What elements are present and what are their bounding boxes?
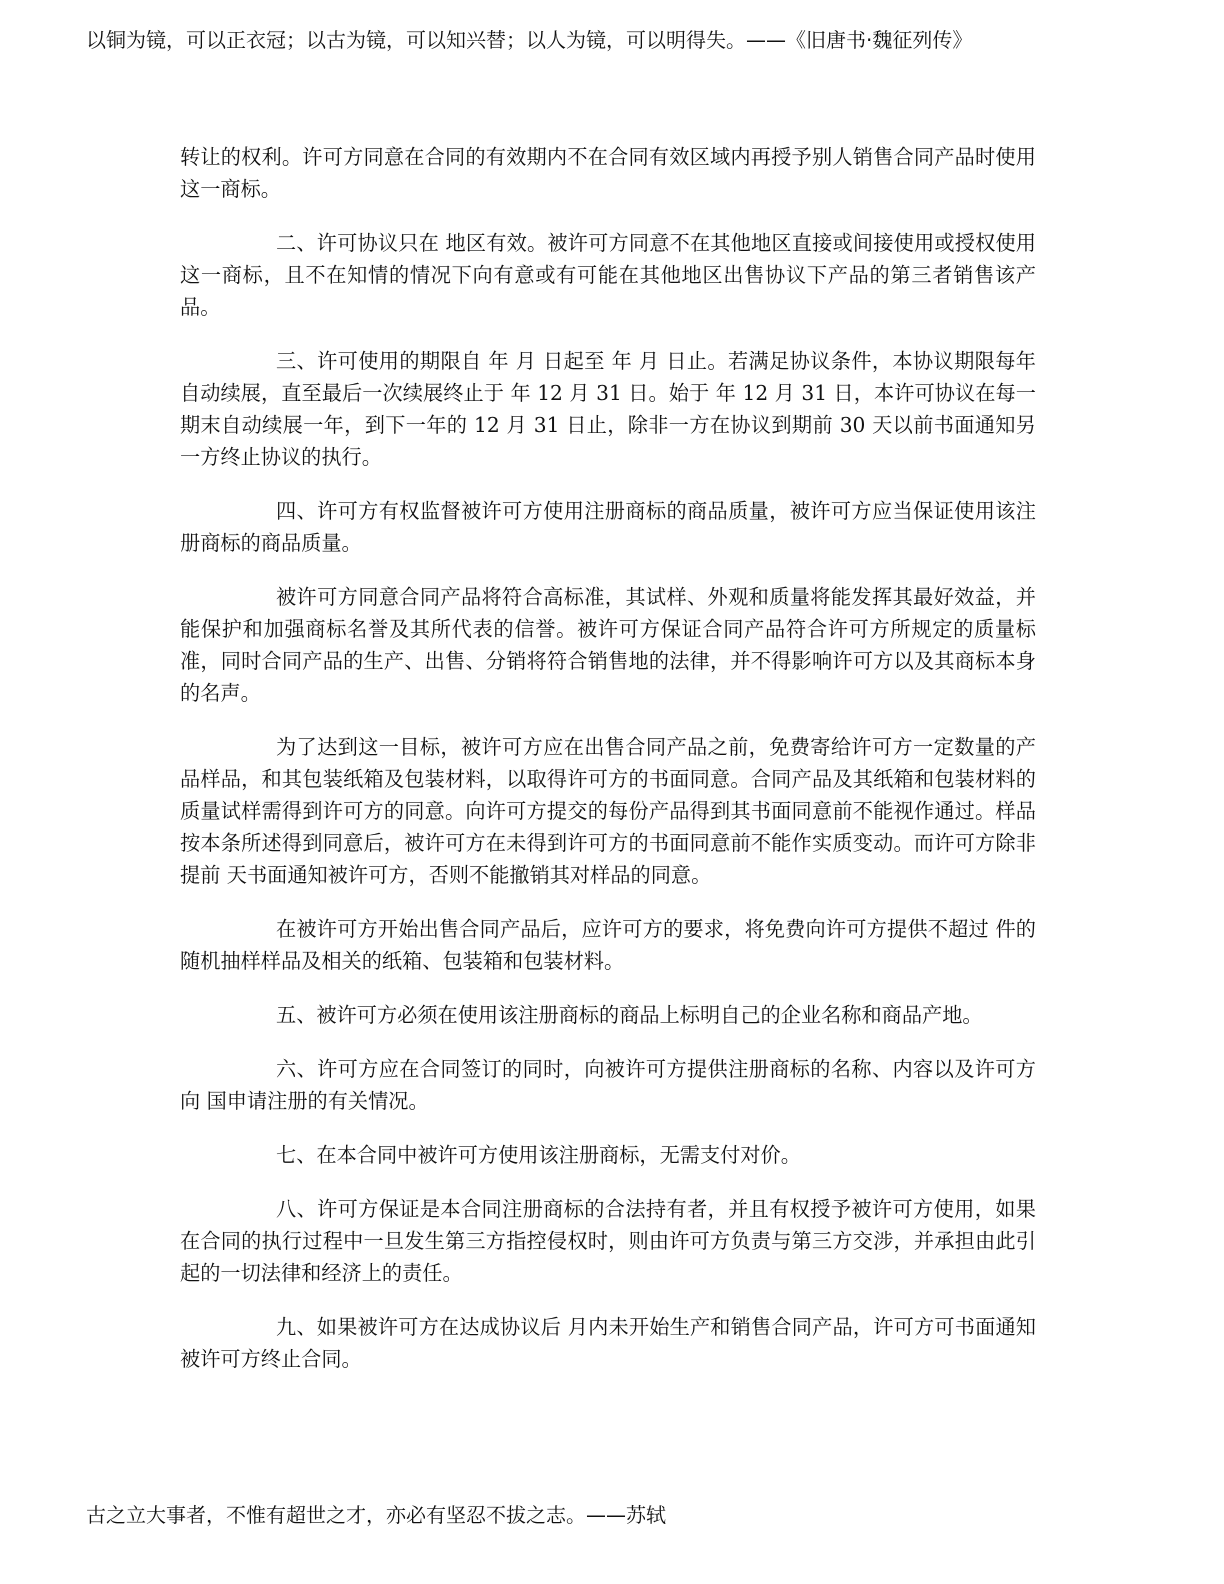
paragraph: 被许可方同意合同产品将符合高标准，其试样、外观和质量将能发挥其最好效益，并能保护和加强商标名誉及其所代表的信誉。被许可方保证合同产品符合许可方所规定的质量标准，同时合同产品的生产、出售、分销将符合销售地的法律，并不得影响许可方以及其商标本身的名声。 [180,585,1036,705]
paragraph: 四、许可方有权监督被许可方使用注册商标的商品质量，被许可方应当保证使用该注册商标的商品质量。 [180,499,1036,555]
paragraph: 为了达到这一目标，被许可方应在出售合同产品之前，免费寄给许可方一定数量的产品样品，和其包装纸箱及包装材料，以取得许可方的书面同意。合同产品及其纸箱和包装材料的质量试样需得到许可方的同意。向许可方提交的每份产品得到其书面同意前不能视作通过。样品按本条所述得到同意后，被许可方在未得到许可方的书面同意前不能作实质变动。而许可方除非提前 天书面通知被许可方，否则不能撤销其对样品的同意。 [180,735,1036,887]
header-quote: 以铜为镜，可以正衣冠；以古为镜，可以知兴替；以人为镜，可以明得失。——《旧唐书·魏征列传》 [86,28,973,52]
paragraph: 转让的权利。许可方同意在合同的有效期内不在合同有效区域内再授予别人销售合同产品时使用这一商标。 [180,145,1036,201]
paragraph: 五、被许可方必须在使用该注册商标的商品上标明自己的企业名称和商品产地。 [276,1003,983,1027]
paragraph: 七、在本合同中被许可方使用该注册商标，无需支付对价。 [276,1143,801,1167]
document-body [180,141,1036,1397]
paragraph: 三、许可使用的期限自 年 月 日起至 年 月 日止。若满足协议条件，本协议期限每年自动续展，直至最后一次续展终止于 年 12 月 31 日。始于 年 12 月 31 日，本许可协议在每一期末自动续展一年，到下一年的 12 月 31 日止，除非一方在协议到期前 30 天以前书面通知另一方终止协议的执行。 [180,349,1036,469]
paragraph: 六、许可方应在合同签订的同时，向被许可方提供注册商标的名称、内容以及许可方向 国申请注册的有关情况。 [180,1057,1036,1113]
paragraph: 在被许可方开始出售合同产品后，应许可方的要求，将免费向许可方提供不超过 件的随机抽样样品及相关的纸箱、包装箱和包装材料。 [180,917,1036,973]
footer-quote: 古之立大事者，不惟有超世之才，亦必有坚忍不拔之志。——苏轼 [86,1503,666,1527]
paragraph: 二、许可协议只在 地区有效。被许可方同意不在其他地区直接或间接使用或授权使用这一商标，且不在知情的情况下向有意或有可能在其他地区出售协议下产品的第三者销售该产品。 [180,231,1036,319]
paragraph: 九、如果被许可方在达成协议后 月内未开始生产和销售合同产品，许可方可书面通知被许可方终止合同。 [180,1315,1036,1371]
paragraph: 八、许可方保证是本合同注册商标的合法持有者，并且有权授予被许可方使用，如果在合同的执行过程中一旦发生第三方指控侵权时，则由许可方负责与第三方交涉，并承担由此引起的一切法律和经济上的责任。 [180,1197,1036,1285]
